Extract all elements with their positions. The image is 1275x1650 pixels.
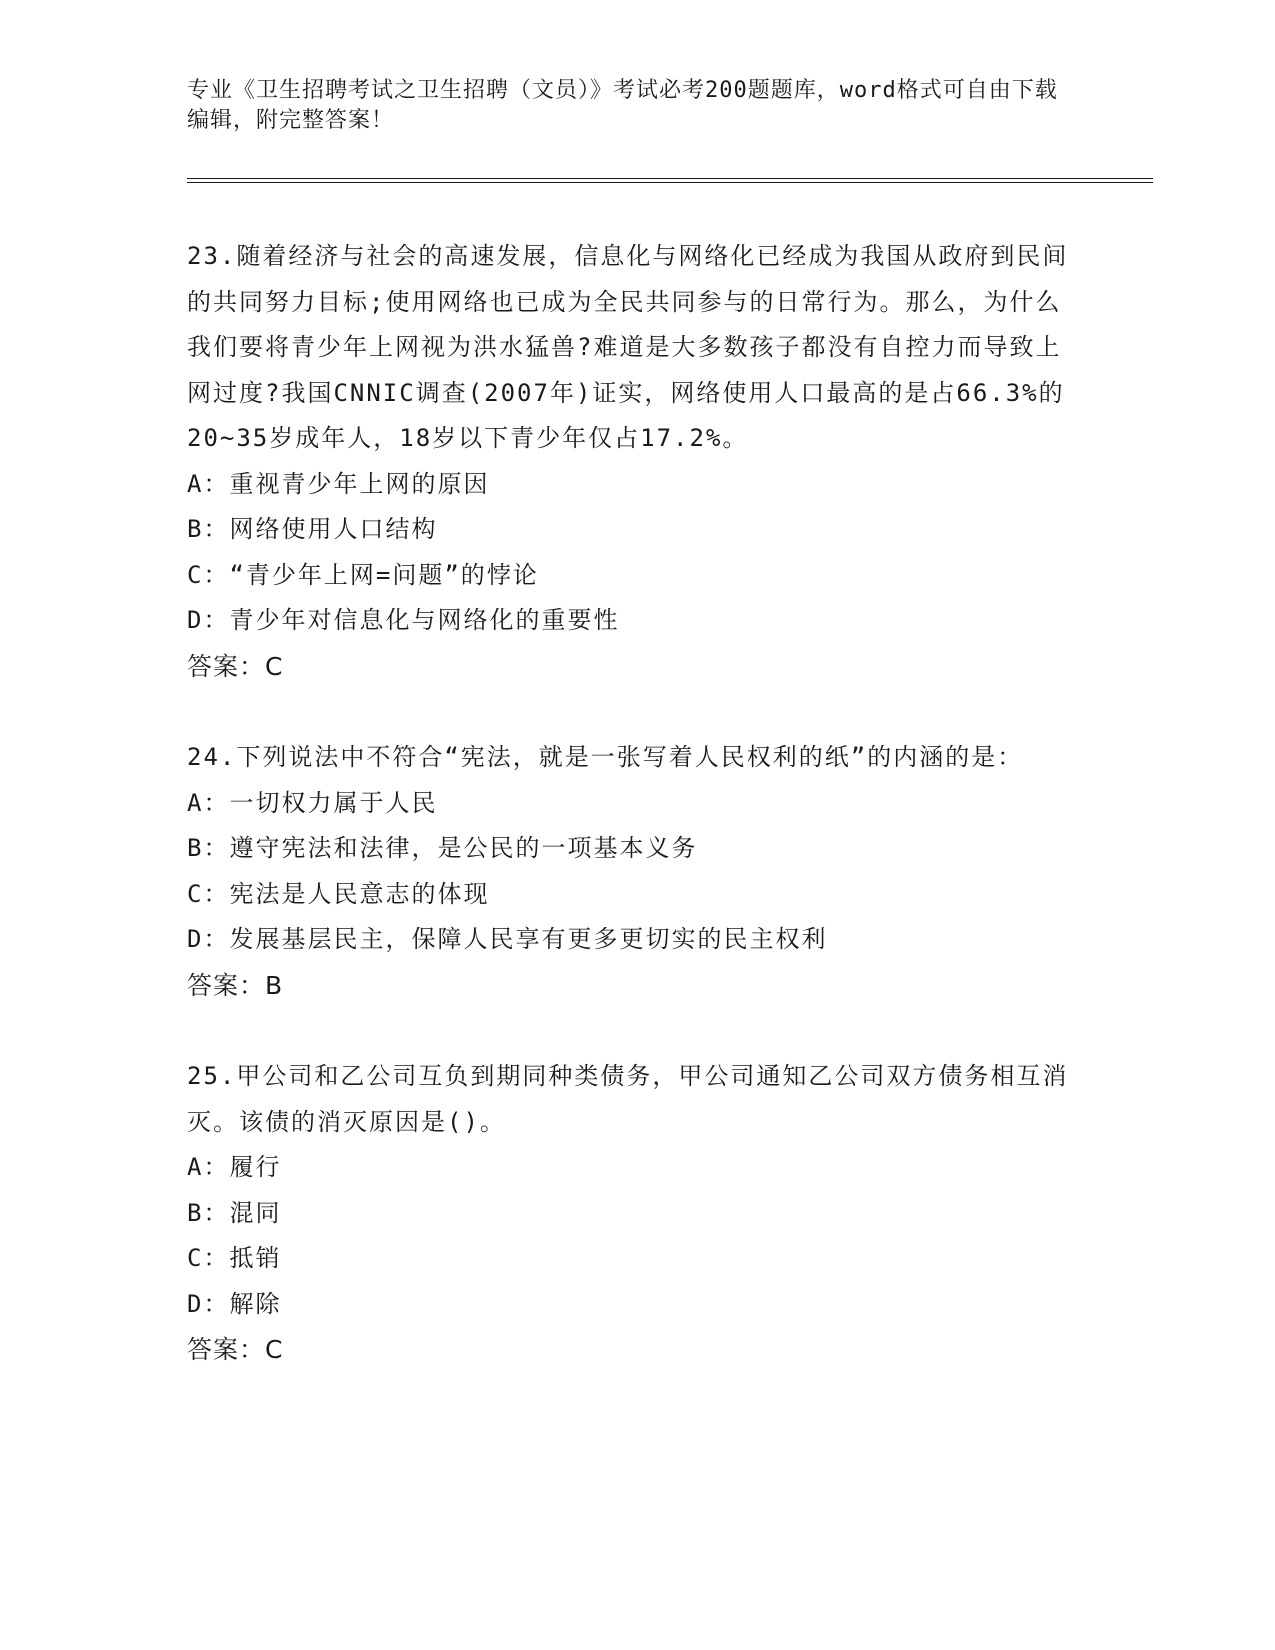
option-a: A：履行	[187, 1153, 282, 1181]
option-b: B：网络使用人口结构	[187, 515, 438, 543]
question-list	[187, 234, 1087, 1419]
option-c: C：宪法是人民意志的体现	[187, 879, 490, 908]
answer-label: 答案：C	[187, 651, 284, 681]
option-d: D：发展基层民主，保障人民享有更多更切实的民主权利	[187, 925, 828, 953]
document-header: 专业《卫生招聘考试之卫生招聘（文员）》考试必考200题题库，word格式可自由下载编辑，附完整答案！	[187, 78, 1058, 133]
answer-label: 答案：B	[187, 970, 284, 1000]
option-a: A：一切权力属于人民	[187, 788, 438, 817]
option-b: B：遵守宪法和法律，是公民的一项基本义务	[187, 834, 698, 862]
option-c: C：“青少年上网=问题”的悖论	[187, 560, 539, 589]
question-25	[187, 1054, 1087, 1373]
option-d: D：青少年对信息化与网络化的重要性	[187, 606, 620, 634]
option-d: D：解除	[187, 1289, 282, 1318]
option-b: B：混同	[187, 1198, 282, 1227]
option-c: C：抵销	[187, 1244, 282, 1272]
header-divider-top	[187, 178, 1153, 179]
question-stem: 25.甲公司和乙公司互负到期同种类债务，甲公司通知乙公司双方债务相互消灭。该债的消灭原因是()。	[187, 1062, 1069, 1136]
question-24	[187, 735, 1087, 1008]
answer-label: 答案：C	[187, 1335, 284, 1364]
question-stem: 24.下列说法中不符合“宪法，就是一张写着人民权利的纸”的内涵的是：	[187, 743, 1024, 771]
header-divider-bottom	[187, 182, 1153, 183]
question-23	[187, 234, 1087, 689]
option-a: A：重视青少年上网的原因	[187, 469, 490, 498]
question-stem: 23.随着经济与社会的高速发展，信息化与网络化已经成为我国从政府到民间的共同努力目标;使用网络也已成为全民共同参与的日常行为。那么，为什么我们要将青少年上网视为洪水猛兽?难道是大多数孩子都没有自控力而导致上网过度?我国CNNIC调查(2007年)证实，网络使用人口最高的是占66.3%的20~35岁成年人，18岁以下青少年仅占17.2%。	[187, 242, 1069, 452]
